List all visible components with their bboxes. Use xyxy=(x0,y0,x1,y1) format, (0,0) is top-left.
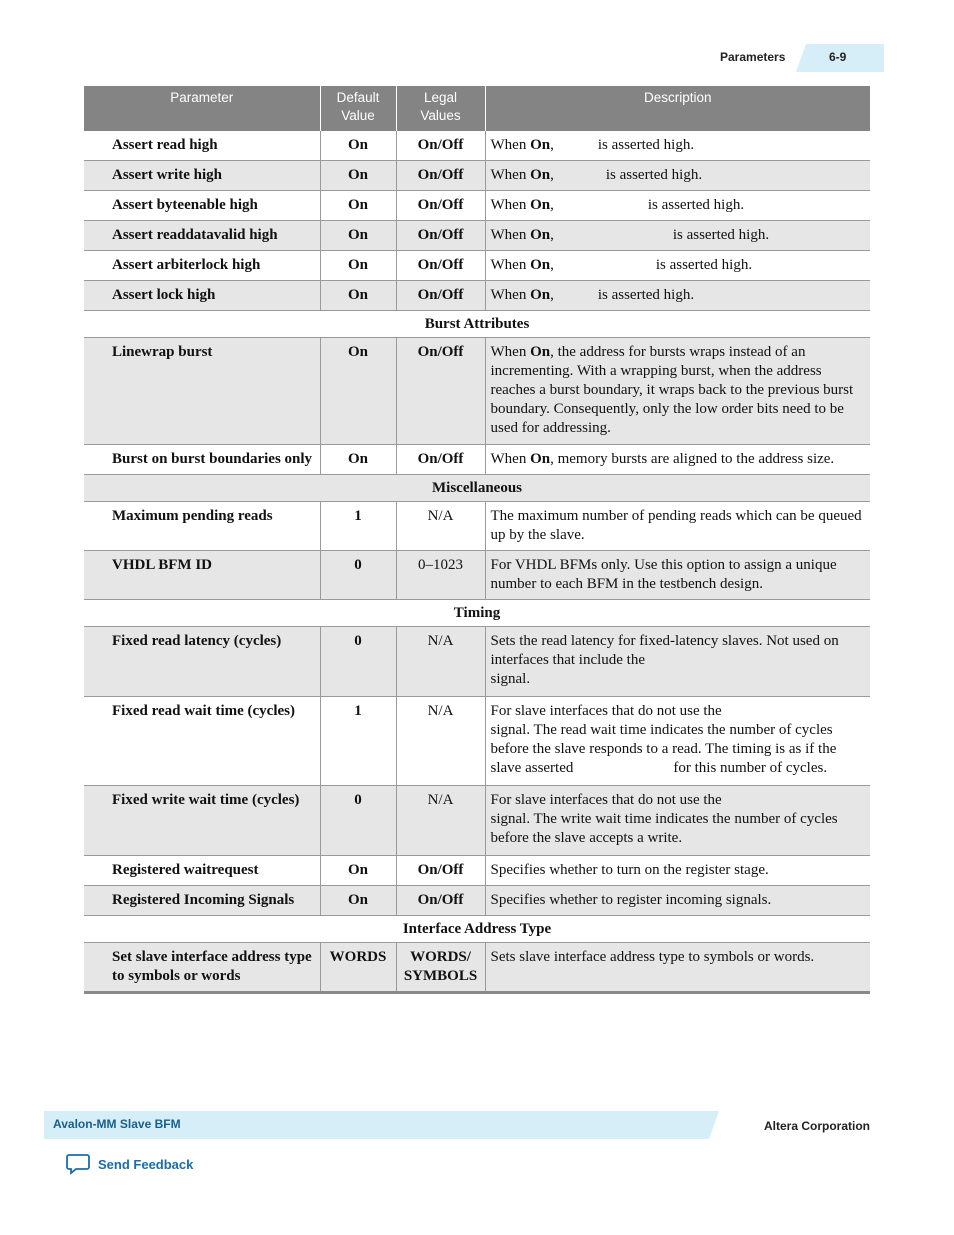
table-row xyxy=(84,786,870,856)
param-name: Fixed read wait time (cycles) xyxy=(84,697,320,786)
section-heading-misc: Miscellaneous xyxy=(84,475,870,502)
default-value: 1 xyxy=(320,697,396,786)
table-row xyxy=(84,627,870,697)
col-header-default-value: Default Value xyxy=(320,86,396,131)
description: When On, is asserted high. xyxy=(485,131,870,161)
col-header-description: Description xyxy=(485,86,870,131)
description: Sets slave interface address type to symbols or words. xyxy=(485,943,870,993)
param-name: Maximum pending reads xyxy=(84,502,320,551)
default-value: On xyxy=(320,131,396,161)
section-heading-interface: Interface Address Type xyxy=(84,916,870,943)
footer-doc-title[interactable]: Avalon-MM Slave BFM xyxy=(53,1117,181,1131)
default-value: 0 xyxy=(320,627,396,697)
param-name: Assert arbiterlock high xyxy=(84,251,320,281)
default-value: 1 xyxy=(320,502,396,551)
param-name: Registered Incoming Signals xyxy=(84,886,320,916)
legal-values: On/Off xyxy=(396,131,485,161)
param-name: Fixed write wait time (cycles) xyxy=(84,786,320,856)
table-row xyxy=(84,221,870,251)
section-row xyxy=(84,916,870,943)
table-row xyxy=(84,445,870,475)
table-row xyxy=(84,251,870,281)
parameters-table xyxy=(84,86,870,994)
description: For VHDL BFMs only. Use this option to assign a unique number to each BFM in the testbench design. xyxy=(485,551,870,600)
legal-values: On/Off xyxy=(396,221,485,251)
legal-values: WORDS/ SYMBOLS xyxy=(396,943,485,993)
table-row xyxy=(84,697,870,786)
legal-values: On/Off xyxy=(396,251,485,281)
description: When On, is asserted high. xyxy=(485,281,870,311)
section-heading-timing: Timing xyxy=(84,600,870,627)
legal-values: On/Off xyxy=(396,445,485,475)
default-value: On xyxy=(320,191,396,221)
default-value: On xyxy=(320,251,396,281)
legal-values: N/A xyxy=(396,502,485,551)
description: When On, is asserted high. xyxy=(485,221,870,251)
legal-values: 0–1023 xyxy=(396,551,485,600)
table-header-row xyxy=(84,86,870,131)
col-header-legal-values: Legal Values xyxy=(396,86,485,131)
table-row xyxy=(84,161,870,191)
table-row xyxy=(84,191,870,221)
speech-bubble-icon xyxy=(66,1153,90,1175)
description: When On, is asserted high. xyxy=(485,161,870,191)
legal-values: On/Off xyxy=(396,191,485,221)
legal-values: On/Off xyxy=(396,281,485,311)
legal-values: N/A xyxy=(396,627,485,697)
legal-values: On/Off xyxy=(396,886,485,916)
param-name: Fixed read latency (cycles) xyxy=(84,627,320,697)
description: When On, the address for bursts wraps instead of an incrementing. With a wrapping burst, when the address reaches a burst boundary, it wraps back to the previous burst boundary. Consequently, only the low order bits need to be used for addressing. xyxy=(485,338,870,445)
table-row xyxy=(84,131,870,161)
footer-company: Altera Corporation xyxy=(764,1119,871,1133)
default-value: WORDS xyxy=(320,943,396,993)
default-value: On xyxy=(320,856,396,886)
description: For slave interfaces that do not use the signal. The read wait time indicates the number of cycles before the slave responds to a read. The timing is as if the slave asserted for this number of cycles. xyxy=(485,697,870,786)
param-name: Assert byteenable high xyxy=(84,191,320,221)
table-row xyxy=(84,551,870,600)
param-name: Registered waitrequest xyxy=(84,856,320,886)
send-feedback-link[interactable] xyxy=(66,1153,193,1175)
description: Specifies whether to register incoming signals. xyxy=(485,886,870,916)
default-value: On xyxy=(320,221,396,251)
table-row xyxy=(84,943,870,993)
param-name: Linewrap burst xyxy=(84,338,320,445)
table-row xyxy=(84,856,870,886)
description: When On, is asserted high. xyxy=(485,191,870,221)
table-row xyxy=(84,886,870,916)
param-name: Assert read high xyxy=(84,131,320,161)
param-name: Assert write high xyxy=(84,161,320,191)
section-row xyxy=(84,311,870,338)
default-value: On xyxy=(320,161,396,191)
default-value: On xyxy=(320,281,396,311)
description: Sets the read latency for fixed-latency slaves. Not used on interfaces that include the signal. xyxy=(485,627,870,697)
description: When On, memory bursts are aligned to the address size. xyxy=(485,445,870,475)
legal-values: On/Off xyxy=(396,856,485,886)
table-row xyxy=(84,502,870,551)
table-row xyxy=(84,281,870,311)
default-value: On xyxy=(320,886,396,916)
legal-values: N/A xyxy=(396,786,485,856)
default-value: 0 xyxy=(320,786,396,856)
default-value: 0 xyxy=(320,551,396,600)
running-header-section: Parameters xyxy=(720,50,786,64)
legal-values: N/A xyxy=(396,697,485,786)
param-name: VHDL BFM ID xyxy=(84,551,320,600)
legal-values: On/Off xyxy=(396,338,485,445)
default-value: On xyxy=(320,338,396,445)
description: The maximum number of pending reads which can be queued up by the slave. xyxy=(485,502,870,551)
section-row xyxy=(84,475,870,502)
section-heading-burst: Burst Attributes xyxy=(84,311,870,338)
section-row xyxy=(84,600,870,627)
param-name: Burst on burst boundaries only xyxy=(84,445,320,475)
send-feedback-label: Send Feedback xyxy=(98,1156,194,1172)
table-row xyxy=(84,338,870,445)
col-header-parameter: Parameter xyxy=(84,86,320,131)
param-name: Set slave interface address type to symbols or words xyxy=(84,943,320,993)
description: When On, is asserted high. xyxy=(485,251,870,281)
description: For slave interfaces that do not use the signal. The write wait time indicates the number of cycles before the slave accepts a write. xyxy=(485,786,870,856)
legal-values: On/Off xyxy=(396,161,485,191)
page-number: 6-9 xyxy=(829,50,847,64)
description: Specifies whether to turn on the register stage. xyxy=(485,856,870,886)
param-name: Assert lock high xyxy=(84,281,320,311)
param-name: Assert readdatavalid high xyxy=(84,221,320,251)
default-value: On xyxy=(320,445,396,475)
